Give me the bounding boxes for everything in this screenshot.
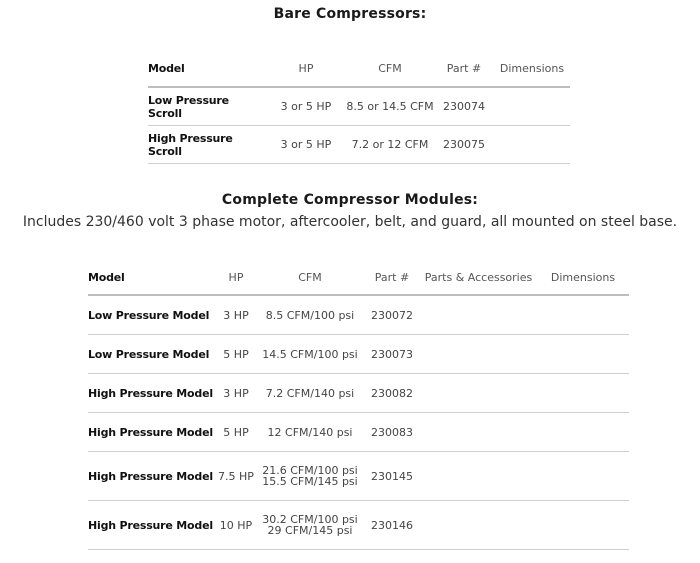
cfm-line: 8.5 CFM/100 psi (265, 308, 355, 322)
header-model: Model (88, 260, 216, 295)
model-cell: High Pressure Model (88, 374, 216, 413)
table-row (88, 413, 629, 452)
cfm-cell (256, 413, 364, 452)
compressor-modules-table (88, 260, 629, 550)
dimensions-cell[interactable] (537, 413, 629, 452)
bare-compressors-heading: Bare Compressors: (273, 6, 427, 22)
hp-cell: 3 HP (216, 295, 256, 335)
hp-cell: 3 or 5 HP (266, 126, 346, 164)
model-cell: High Pressure Model (88, 413, 216, 452)
cfm-cell (256, 295, 364, 335)
dimensions-cell[interactable] (537, 335, 629, 374)
cfm-line: 21.6 CFM/100 psi (262, 464, 358, 477)
table-row (88, 501, 629, 550)
table-header-row (148, 50, 570, 87)
model-cell: High Pressure Model (88, 452, 216, 501)
parts-accessories-cell[interactable] (420, 413, 537, 452)
cfm-cell (256, 335, 364, 374)
cfm-line: 12 CFM/140 psi (267, 425, 353, 439)
parts-accessories-cell[interactable] (420, 374, 537, 413)
table-row (88, 295, 629, 335)
header-part: Part # (434, 50, 494, 87)
part-cell: 230083 (364, 413, 420, 452)
hp-cell: 5 HP (216, 413, 256, 452)
parts-accessories-cell[interactable] (420, 295, 537, 335)
dimensions-cell[interactable] (494, 126, 570, 164)
table-row (88, 374, 629, 413)
hp-cell: 3 or 5 HP (266, 87, 346, 126)
modules-subtitle: Includes 230/460 volt 3 phase motor, aftercooler, belt, and guard, all mounted on steel base. (22, 214, 678, 230)
cfm-line: 30.2 CFM/100 psi (262, 513, 358, 526)
table-row (148, 126, 570, 164)
hp-cell: 7.5 HP (216, 452, 256, 501)
cfm-cell: 7.2 or 12 CFM (346, 126, 434, 164)
cfm-cell (256, 501, 364, 550)
header-part: Part # (364, 260, 420, 295)
parts-accessories-cell[interactable] (420, 501, 537, 550)
parts-accessories-cell[interactable] (420, 452, 537, 501)
cfm-cell (256, 374, 364, 413)
part-cell: 230074 (434, 87, 494, 126)
model-cell: Low Pressure Scroll (148, 87, 266, 126)
hp-cell: 5 HP (216, 335, 256, 374)
hp-cell: 3 HP (216, 374, 256, 413)
cfm-line: 15.5 CFM/145 psi (262, 475, 358, 488)
header-hp: HP (216, 260, 256, 295)
part-cell: 230075 (434, 126, 494, 164)
header-cfm: CFM (256, 260, 364, 295)
part-cell: 230145 (364, 452, 420, 501)
part-cell: 230082 (364, 374, 420, 413)
model-cell: High Pressure Scroll (148, 126, 266, 164)
dimensions-cell[interactable] (537, 374, 629, 413)
table-row (148, 87, 570, 126)
cfm-cell: 8.5 or 14.5 CFM (346, 87, 434, 126)
cfm-cell (256, 452, 364, 501)
table-row (88, 335, 629, 374)
dimensions-cell[interactable] (537, 452, 629, 501)
header-parts-accessories: Parts & Accessories (420, 260, 537, 295)
cfm-line: 7.2 CFM/140 psi (265, 386, 355, 400)
modules-heading: Complete Compressor Modules: (221, 192, 479, 208)
part-cell: 230073 (364, 335, 420, 374)
model-cell: Low Pressure Model (88, 295, 216, 335)
header-model: Model (148, 50, 266, 87)
cfm-line: 29 CFM/145 psi (267, 524, 353, 537)
table-row (88, 452, 629, 501)
model-cell: High Pressure Model (88, 501, 216, 550)
dimensions-cell[interactable] (537, 295, 629, 335)
part-cell: 230072 (364, 295, 420, 335)
model-cell: Low Pressure Model (88, 335, 216, 374)
header-hp: HP (266, 50, 346, 87)
cfm-line: 14.5 CFM/100 psi (262, 347, 358, 361)
bare-compressors-table (148, 50, 570, 164)
part-cell: 230146 (364, 501, 420, 550)
dimensions-cell[interactable] (537, 501, 629, 550)
header-dimensions: Dimensions (537, 260, 629, 295)
hp-cell: 10 HP (216, 501, 256, 550)
parts-accessories-cell[interactable] (420, 335, 537, 374)
table-header-row (88, 260, 629, 295)
header-dimensions: Dimensions (494, 50, 570, 87)
dimensions-cell[interactable] (494, 87, 570, 126)
header-cfm: CFM (346, 50, 434, 87)
